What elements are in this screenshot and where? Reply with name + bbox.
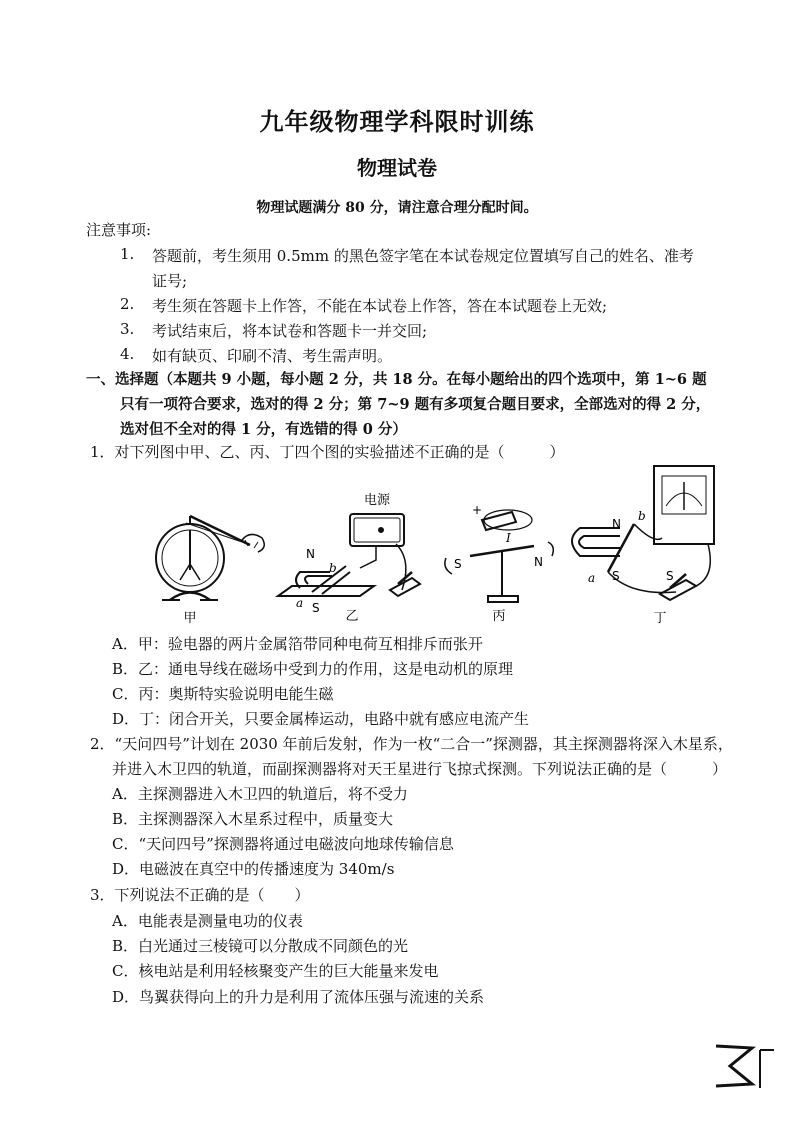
electroscope-diagram <box>156 516 264 600</box>
label-power: 电源 <box>363 493 391 508</box>
question-1-figure <box>150 460 720 630</box>
question-2-option-b: B．主探测器深入木星系过程中，质量变大 <box>112 810 394 828</box>
question-1-option-d: D．丁：闭合开关，只要金属棒运动，电路中就有感应电流产生 <box>112 710 530 728</box>
instruction-num: 2. <box>120 295 135 313</box>
label-b-ding: b <box>638 509 646 523</box>
motor-principle-diagram <box>278 514 420 596</box>
label-bing: 丙 <box>492 609 506 624</box>
score-notice: 物理试题满分 80 分，请注意合理分配时间。 <box>256 200 538 216</box>
question-1-stem: 1．对下列图中甲、乙、丙、丁四个图的实验描述不正确的是（ ） <box>90 443 565 461</box>
question-1-option-c: C．丙：奥斯特实验说明电能生磁 <box>112 685 334 703</box>
label-a-ding: a <box>588 571 596 585</box>
label-n-yi: N <box>306 547 315 561</box>
label-b-yi: b <box>329 561 337 575</box>
section-heading: 一、选择题（本题共 9 小题，每小题 2 分，共 18 分。在每小题给出的四个选项中，第 1~6 题 <box>86 371 707 388</box>
label-s-bing: S <box>454 557 462 571</box>
instruction-num: 3. <box>120 320 135 338</box>
label-ding: 丁 <box>653 611 667 626</box>
exam-title: 九年级物理学科限时训练 <box>259 108 535 136</box>
instruction-num: 1. <box>120 245 135 263</box>
page-corner-mark <box>712 1040 778 1090</box>
question-3-option-c: C．核电站是利用轻核聚变产生的巨大能量来发电 <box>112 962 439 980</box>
label-jia: 甲 <box>183 611 197 626</box>
label-n-ding: N <box>612 517 621 531</box>
instruction-text: 考生须在答题卡上作答，不能在本试卷上作答，答在本试题卷上无效; <box>152 297 608 315</box>
label-current: I <box>506 531 511 545</box>
section-heading-cont: 选对但不全对的得 1 分，有选错的得 0 分） <box>120 421 407 438</box>
question-3-stem: 3．下列说法不正确的是（ ） <box>90 886 310 904</box>
label-plus: + <box>472 503 483 517</box>
label-s-yi: S <box>312 601 320 615</box>
question-2-stem: 2．“天问四号”计划在 2030 年前后发射，作为一枚“二合一”探测器，其主探测器将深入木星系， <box>90 735 733 753</box>
question-2-option-c: C．“天问四号”探测器将通过电磁波向地球传输信息 <box>112 835 454 853</box>
label-a-yi: a <box>296 596 304 610</box>
instruction-text: 考试结束后，将本试卷和答题卡一并交回; <box>152 322 428 340</box>
instruction-text: 如有缺页、印刷不清、考生需声明。 <box>152 347 393 365</box>
label-n-bing: N <box>534 555 543 569</box>
label-switch-ding: S <box>666 569 674 583</box>
section-heading-cont: 只有一项符合要求，选对的得 2 分；第 7~9 题有多项复合题目要求，全部选对的得 2 分， <box>120 396 711 413</box>
label-yi: 乙 <box>345 609 359 624</box>
question-2-stem-cont: 并进入木卫四的轨道，而副探测器将对天王星进行飞掠式探测。下列说法正确的是（ ） <box>112 760 728 778</box>
label-s-ding: S <box>612 569 620 583</box>
question-3-option-d: D．鸟翼获得向上的升力是利用了流体压强与流速的关系 <box>112 988 485 1006</box>
instruction-num: 4. <box>120 345 135 363</box>
question-3-option-b: B．白光通过三棱镜可以分散成不同颜色的光 <box>112 937 409 955</box>
instruction-text-cont: 证号; <box>152 272 188 290</box>
instruction-text: 答题前，考生须用 0.5mm 的黑色签字笔在本试卷规定位置填写自己的姓名、准考 <box>152 247 694 265</box>
question-2-option-a: A．主探测器进入木卫四的轨道后，将不受力 <box>112 785 408 803</box>
instructions-heading: 注意事项: <box>86 221 152 239</box>
question-1-option-b: B．乙：通电导线在磁场中受到力的作用，这是电动机的原理 <box>112 660 514 678</box>
question-2-option-d: D．电磁波在真空中的传播速度为 340m/s <box>112 860 395 878</box>
question-3-option-a: A．电能表是测量电功的仪表 <box>112 912 303 930</box>
question-1-option-a: A．甲：验电器的两片金属箔带同种电荷互相排斥而张开 <box>112 635 483 653</box>
exam-subtitle: 物理试卷 <box>357 156 437 180</box>
